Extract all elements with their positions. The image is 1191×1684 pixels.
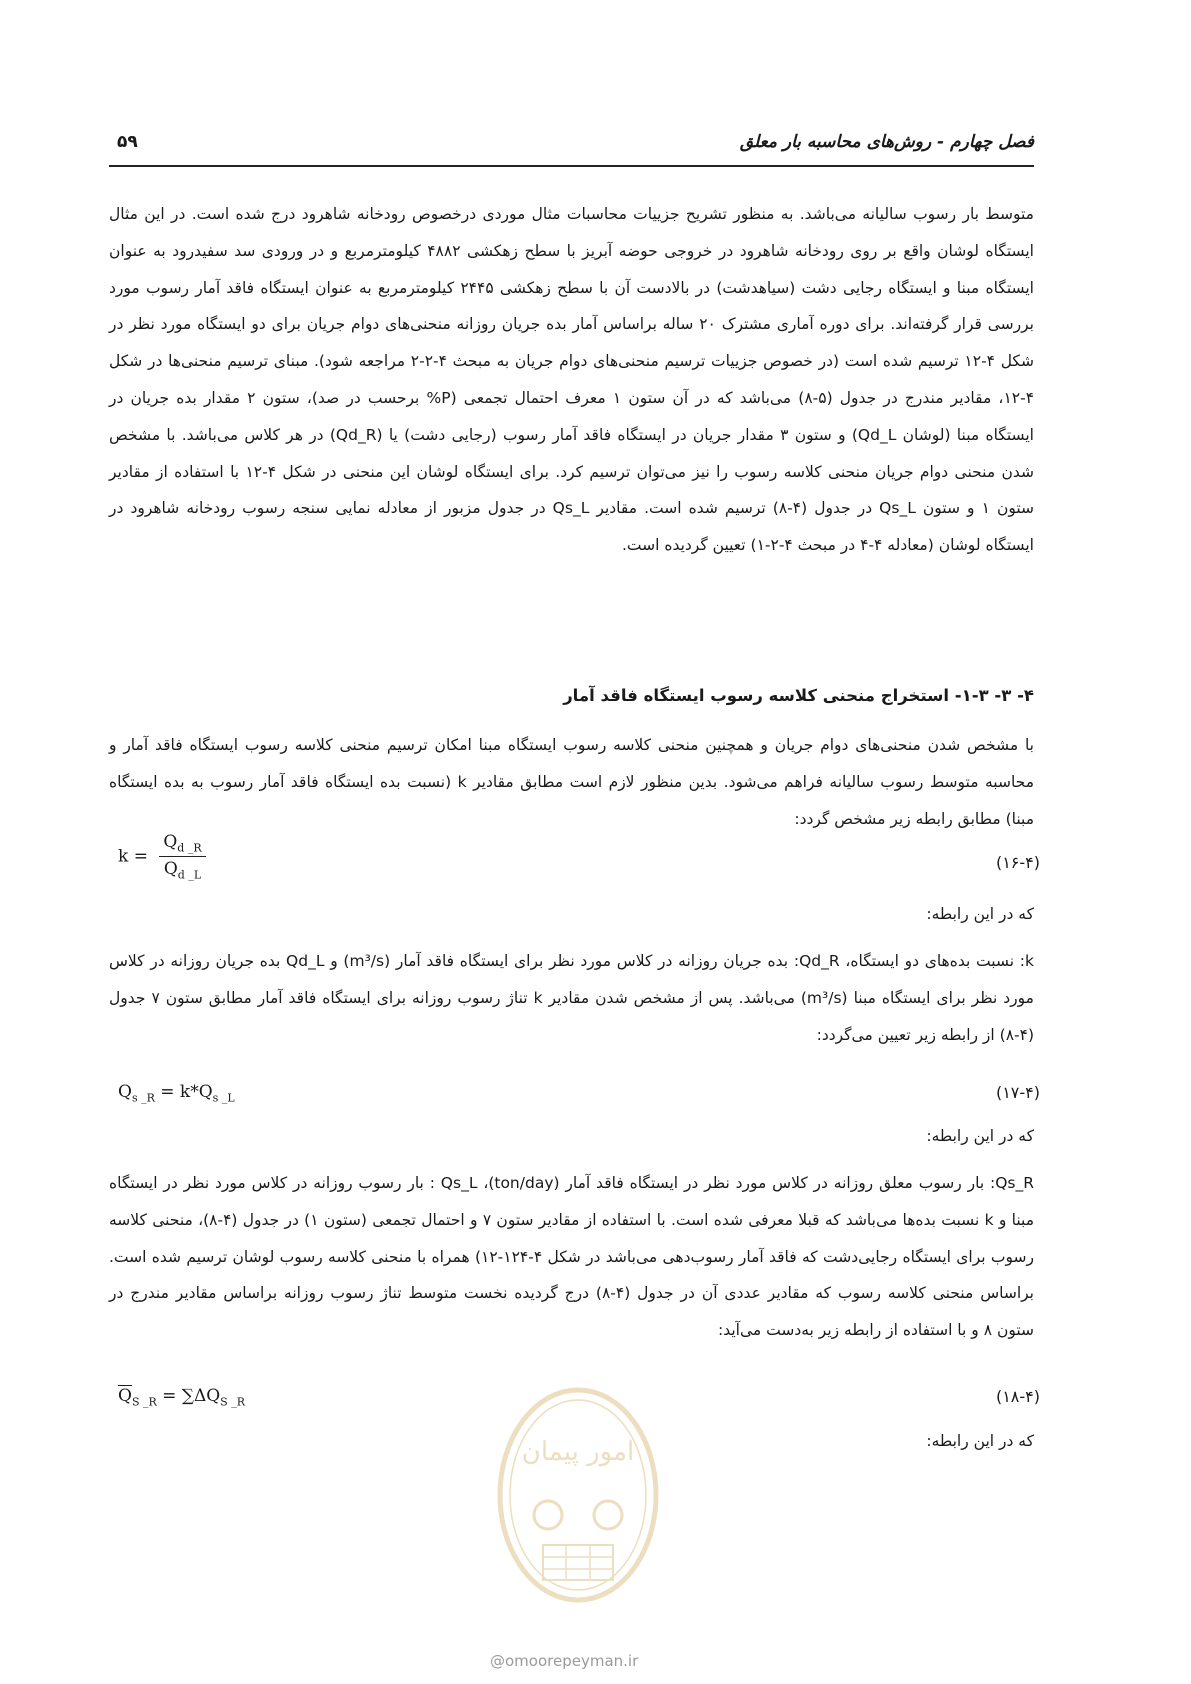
equation-16 <box>118 832 206 882</box>
chapter-title: فصل چهارم - روش‌های محاسبه بار معلق <box>739 132 1034 152</box>
paragraph-intro: متوسط بار رسوب سالیانه می‌باشد. به منظور تشریح جزییات محاسبات مثال موردی درخصوص رودخانه شاهرود درج شده است. در این مثال ایستگاه لوشان واقع بر روی رودخانه شاهرود در خروجی حوضه آبریز با سطح زهکشی ۴۸۸۲ کیلومترمربع و در ورودی سد سفیدرود به عنوان ایستگاه مبنا و ایستگاه رجایی دشت (سیاهدشت) در بالادست آن با سطح زهکشی ۲۴۴۵ کیلومترمربع به عنوان ایستگاه فاقد آمار رسوب مورد بررسی قرار گرفته‌اند. برای دوره آماری مشترک ۲۰ ساله براساس آمار بده جریان روزانه منحنی‌های دوام جریان برای دو ایستگاه مورد نظر در شکل ۴-۱۲ ترسیم شده است (در خصوص جزییات ترسیم منحنی‌های دوام جریان به مبحث ۴-۲-۲ مراجعه شود). مبنای ترسیم منحنی‌ها در شکل ۴-۱۲، مقادیر مندرج در جدول (۵-۸) می‌باشد که در آن ستون ۱ معرف احتمال تجمعی (P% برحسب در صد)، ستون ۲ مقدار بده جریان در ایستگاه مبنا (لوشان Qd_L) و ستون ۳ مقدار جریان در ایستگاه فاقد آمار رسوب (رجایی دشت) یا (Qd_R) در هر کلاس می‌باشد. با مشخص شدن منحنی دوام جریان منحنی کلاسه رسوب را نیز می‌توان ترسیم کرد. برای ایستگاه لوشان این منحنی در شکل ۴-۱۲ با استفاده از مقادیر ستون ۱ و ستون Qs_L در جدول (۴-۸) ترسیم شده است. مقادیر Qs_L در جدول مزبور از معادله نمایی سنجه رسوب رودخانه شاهرود در ایستگاه لوشان (معادله ۴-۴ در مبحث ۴-۲-۱) تعیین گردیده است. <box>109 205 1035 555</box>
eq16-numerator: $Q_{d \_R}$ <box>159 832 205 857</box>
header-rule <box>109 165 1034 167</box>
equation-16-number: (۱۶-۴) <box>995 853 1040 872</box>
where-note-2: که در این رابطه: <box>926 1127 1034 1145</box>
eq16-lhs: k = <box>118 846 148 867</box>
watermark-logo-text: امور پیمان <box>521 1437 635 1467</box>
eq16-fraction <box>159 832 205 882</box>
paragraph-definitions-qs: Qs_R: بار رسوب معلق روزانه در کلاس مورد نظر در ایستگاه فاقد آمار (ton/day)، Qs_L : بار رسوب روزانه در کلاس مورد نظر در ایستگاه مبنا و k نسبت بده‌ها می‌باشد که قبلا معرفی شده است. با استفاده از مقادیر ستون ۷ و احتمال تجمعی (ستون ۱) در جدول (۴-۸)، منحنی کلاسه رسوب برای ایستگاه رجایی‌دشت که فاقد آمار رسوب‌دهی می‌باشد در شکل ۴-۱۲۴-۱۲) همراه با منحنی کلاسه رسوب لوشان ترسیم شده است. براساس منحنی کلاسه رسوب که مقادیر عددی آن در جدول (۴-۸) درج گردیده نخست متوسط تناژ رسوب روزانه براساس مقادیر مندرج در ستون ۸ و با استفاده از رابطه زیر به‌دست می‌آید: <box>109 1174 1035 1340</box>
watermark-url: @omoorepeyman.ir <box>490 1652 639 1670</box>
equation-17-number: (۱۷-۴) <box>995 1083 1040 1102</box>
equation-18-number: (۱۸-۴) <box>995 1387 1040 1406</box>
paragraph-definitions-k: k: نسبت بده‌های دو ایستگاه، Qd_R: بده جریان روزانه در کلاس مورد نظر برای ایستگاه فاقد آمار (m³/s) و Qd_L بده جریان روزانه در کلاس مورد نظر برای ایستگاه مبنا (m³/s) می‌باشد. پس از مشخص شدن مقادیر k تناژ رسوب روزانه برای ایستگاه فاقد آمار مطابق ستون ۷ جدول (۴-۸) از رابطه زیر تعیین می‌گردد: <box>109 952 1034 1044</box>
paragraph-method: با مشخص شدن منحنی‌های دوام جریان و همچنین منحنی کلاسه رسوب ایستگاه مبنا امکان ترسیم منحنی کلاسه رسوب ایستگاه فاقد آمار و محاسبه متوسط رسوب سالیانه فراهم می‌شود. بدین منظور لازم است مطابق مقادیر k (نسبت بده ایستگاه فاقد آمار رسوب به بده ایستگاه مبنا) مطابق رابطه زیر مشخص گردد: <box>109 736 1034 828</box>
where-note-1: که در این رابطه: <box>926 905 1034 923</box>
section-heading: ۴- ۳- ۱-۳- استخراج منحنی کلاسه رسوب ایستگاه فاقد آمار <box>563 686 1034 705</box>
equation-17: $Q_{s \_R} = k*Q_{s \_L}$ <box>118 1082 235 1105</box>
eq16-denominator: $Q_{d \_L}$ <box>163 859 202 882</box>
page-number: ۵۹ <box>117 132 138 152</box>
equation-18: $\overline{Q}_{S \_R} = \sum\Delta Q_{S \_R}$ <box>118 1386 245 1409</box>
watermark-logo <box>488 1385 668 1635</box>
where-note-3: که در این رابطه: <box>926 1432 1034 1450</box>
page-header <box>109 132 1034 166</box>
